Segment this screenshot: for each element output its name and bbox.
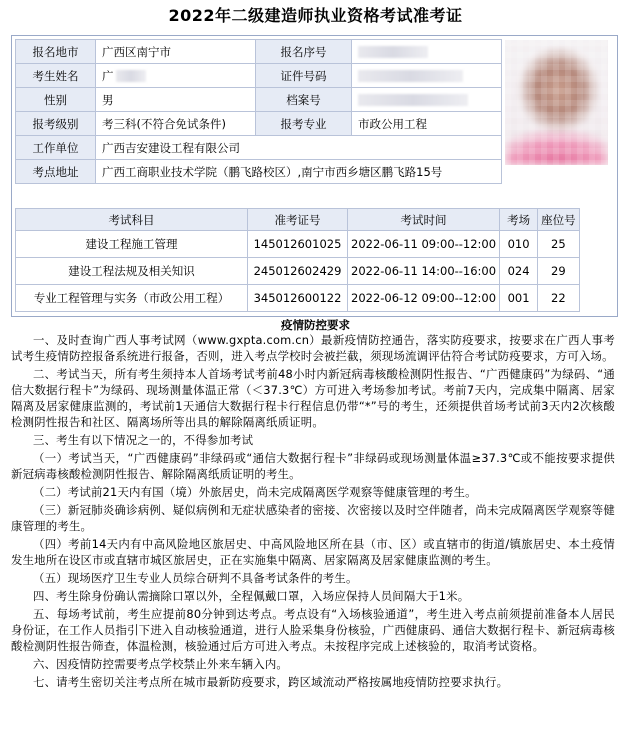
exam-ticket: 145012601025 bbox=[248, 231, 348, 258]
notice-paragraph: 二、考试当天，所有考生须持本人首场考试考前48小时内新冠病毒核酸检测阴性报告、“广西健康码”为绿码、“通信大数据行程卡”为绿码、现场测量体温正常（＜37.3℃）方可进入考场参加考试。考前7天内，完成集中隔离、居家隔离及居家健康监测的，考试前1天通信大数据行程卡行程信息仍带“*”号的考生，还须提供首场考试前3天内2次核酸检测阴性报告和社区、隔离场所等出具的解除隔离纸质证明。 bbox=[11, 367, 615, 429]
exam-seat: 22 bbox=[538, 285, 580, 312]
name-label: 考生姓名 bbox=[16, 64, 96, 88]
candidate-photo bbox=[505, 40, 608, 165]
exam-subject: 建设工程施工管理 bbox=[16, 231, 248, 258]
exam-ticket: 245012602429 bbox=[248, 258, 348, 285]
major-value: 市政公用工程 bbox=[352, 112, 502, 136]
notice-paragraph: （四）考前14天内有中高风险地区旅居史、中高风险地区所在县（市、区）或直辖市的街道/镇旅居史、本土疫情发生地所在设区市或直辖市城区旅居史，正在实施集中隔离、居家隔离及居家健康监测的考生。 bbox=[11, 537, 615, 567]
exam-row bbox=[16, 258, 580, 285]
notice-title: 疫情防控要求 bbox=[281, 318, 350, 332]
exam-subject: 建设工程法规及相关知识 bbox=[16, 258, 248, 285]
file-no-value-redacted bbox=[352, 88, 502, 112]
id-no-label: 证件号码 bbox=[256, 64, 352, 88]
exam-row bbox=[16, 231, 580, 258]
employer-value: 广西吉安建设工程有限公司 bbox=[96, 136, 502, 160]
reg-place-value: 广西区南宁市 bbox=[96, 40, 256, 64]
notice-body bbox=[11, 332, 615, 692]
file-no-label: 档案号 bbox=[256, 88, 352, 112]
notice-paragraph: （二）考试前21天内有国（境）外旅居史，尚未完成隔离医学观察等健康管理的考生。 bbox=[33, 485, 477, 499]
notice-paragraph: （一）考试当天，“广西健康码”非绿码或“通信大数据行程卡”非绿码或现场测量体温≥37.3℃或不能按要求提供新冠病毒核酸检测阴性报告、解除隔离纸质证明的考生。 bbox=[11, 451, 615, 481]
exam-time: 2022-06-12 09:00--12:00 bbox=[348, 285, 500, 312]
id-no-value-redacted bbox=[352, 64, 502, 88]
exam-room: 001 bbox=[500, 285, 538, 312]
reg-no-value-redacted bbox=[352, 40, 502, 64]
header-seat: 座位号 bbox=[538, 209, 580, 231]
level-value: 考三科(不符合免试条件) bbox=[96, 112, 256, 136]
notice-paragraph: 三、考生有以下情况之一的，不得参加考试 bbox=[33, 433, 254, 447]
exam-room: 010 bbox=[500, 231, 538, 258]
address-value: 广西工商职业技术学院（鹏飞路校区）,南宁市西乡塘区鹏飞路15号 bbox=[96, 160, 502, 184]
candidate-info-table bbox=[15, 39, 502, 184]
notice-paragraph: 四、考生除身份确认需摘除口罩以外，全程佩戴口罩，入场应保持人员间隔大于1米。 bbox=[33, 589, 470, 603]
major-label: 报考专业 bbox=[256, 112, 352, 136]
gender-label: 性别 bbox=[16, 88, 96, 112]
exam-row bbox=[16, 285, 580, 312]
notice-paragraph: 一、及时查询广西人事考试网（www.gxpta.com.cn）最新疫情防控通告，落实防疫要求，按要求在广西人事考试考生疫情防控报备系统进行报备，否则，进入考点学校时会被拦截，须现场流调评估符合考试防疫要求，方可入场。 bbox=[11, 333, 615, 363]
header-room: 考场 bbox=[500, 209, 538, 231]
header-subject: 考试科目 bbox=[16, 209, 248, 231]
exam-room: 024 bbox=[500, 258, 538, 285]
photo-pixelation bbox=[505, 40, 608, 165]
exam-ticket: 345012600122 bbox=[248, 285, 348, 312]
exam-time: 2022-06-11 14:00--16:00 bbox=[348, 258, 500, 285]
address-label: 考点地址 bbox=[16, 160, 96, 184]
gender-value: 男 bbox=[96, 88, 256, 112]
exam-seat: 25 bbox=[538, 231, 580, 258]
exam-header-row bbox=[16, 209, 580, 231]
header-time: 考试时间 bbox=[348, 209, 500, 231]
notice-paragraph: 五、每场考试前，考生应提前80分钟到达考点。考点设有“入场核验通道”，考生进入考点前须提前准备本人居民身份证，在工作人员指引下进入自动核验通道，进行人脸采集身份核验，广西健康码、通信大数据行程卡、新冠病毒核酸检测阴性报告筛查，体温检测，核验通过后方可进入考点。未按程序完成上述核验的，取消考试资格。 bbox=[11, 607, 615, 653]
name-visible-char: 广 bbox=[102, 68, 114, 83]
name-value bbox=[96, 64, 256, 88]
header-ticket: 准考证号 bbox=[248, 209, 348, 231]
reg-place-label: 报名地市 bbox=[16, 40, 96, 64]
notice-paragraph: 七、请考生密切关注考点所在城市最新防疫要求，跨区域流动严格按属地疫情防控要求执行。 bbox=[33, 675, 509, 689]
exam-schedule-table bbox=[15, 208, 580, 312]
notice-paragraph: （五）现场医疗卫生专业人员综合研判不具备考试条件的考生。 bbox=[33, 571, 358, 585]
reg-no-label: 报名序号 bbox=[256, 40, 352, 64]
notice-paragraph: （三）新冠肺炎确诊病例、疑似病例和无症状感染者的密接、次密接以及时空伴随者，尚未完成隔离医学观察等健康管理的考生。 bbox=[11, 503, 615, 533]
employer-label: 工作单位 bbox=[16, 136, 96, 160]
page-title: 2022年二级建造师执业资格考试准考证 bbox=[168, 6, 463, 25]
notice-paragraph: 六、因疫情防控需要考点学校禁止外来车辆入内。 bbox=[33, 657, 288, 671]
exam-time: 2022-06-11 09:00--12:00 bbox=[348, 231, 500, 258]
exam-subject: 专业工程管理与实务（市政公用工程） bbox=[16, 285, 248, 312]
level-label: 报考级别 bbox=[16, 112, 96, 136]
exam-seat: 29 bbox=[538, 258, 580, 285]
